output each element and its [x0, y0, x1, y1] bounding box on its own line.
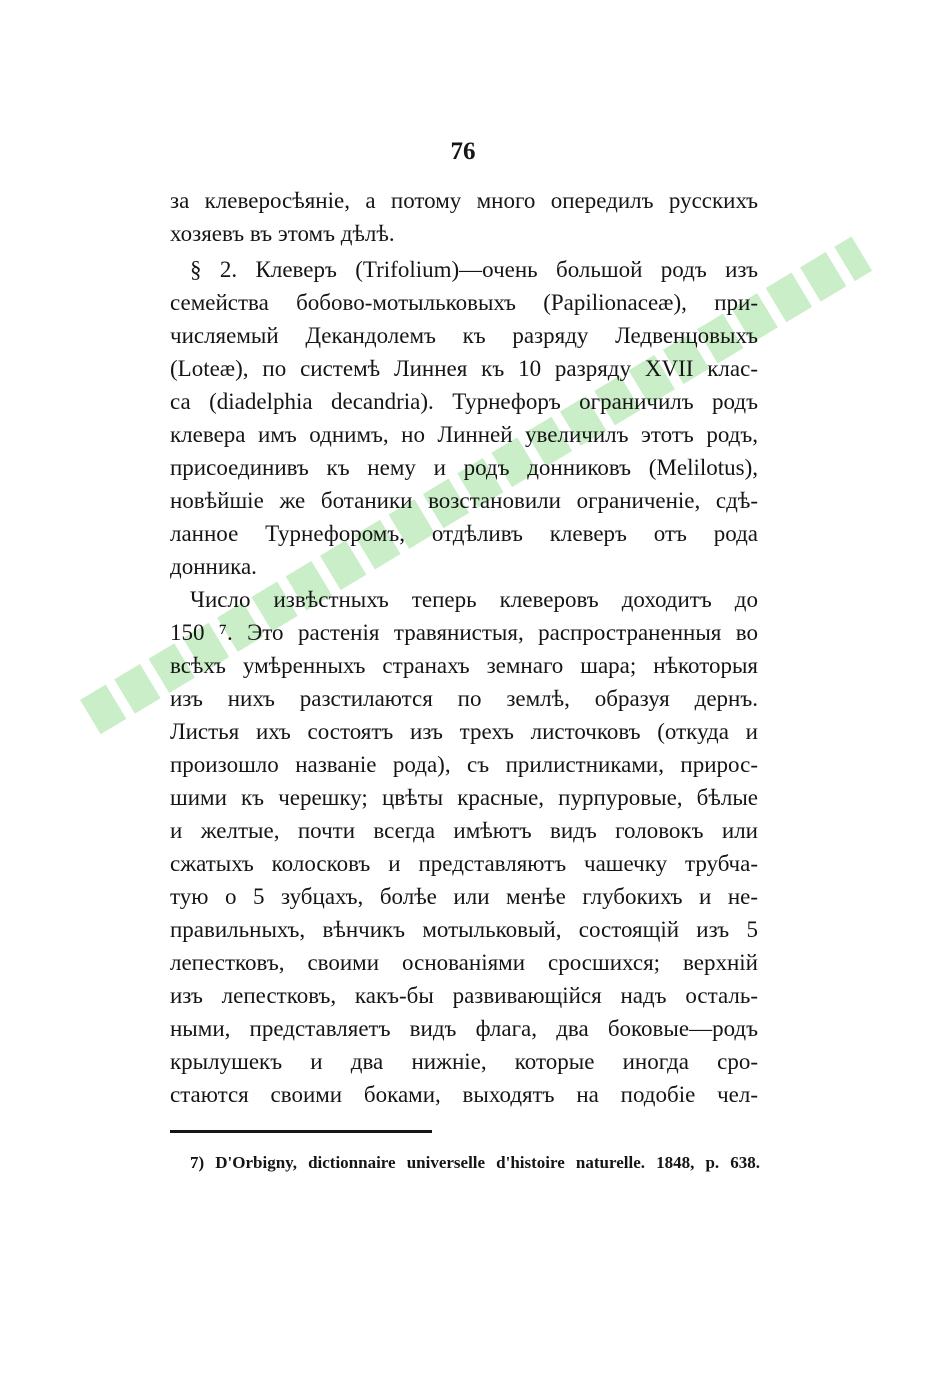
- text-line: хозяевъ въ этомъ дѣлѣ.: [170, 221, 395, 246]
- text-line: крылушекъ и два нижніе, которые иногда сро-: [170, 1049, 758, 1074]
- text-line: шими къ черешку; цвѣты красные, пурпуровые, бѣлые: [170, 785, 758, 810]
- text-line: изъ нихъ разстилаются по землѣ, образуя дернъ.: [170, 686, 758, 711]
- text-line: са (diadelphia decandria). Турнефоръ ограничилъ родъ: [170, 389, 758, 414]
- text-line: (Loteæ), по системѣ Линнея къ 10 разряду XVII клас-: [170, 356, 758, 381]
- text-line: правильныхъ, вѣнчикъ мотыльковый, состоящій изъ 5: [170, 917, 758, 942]
- text-line: за клеверосѣяніе, а потому много опередилъ русскихъ: [170, 188, 758, 213]
- text-line: семейства бобово-мотыльковыхъ (Papilionaceæ), при-: [170, 290, 758, 315]
- text-line: новѣйшіе же ботаники возстановили ограниченіе, сдѣ-: [170, 488, 758, 513]
- text-line: донника.: [170, 554, 257, 579]
- text-line: стаются своими боками, выходятъ на подобіе чел-: [170, 1082, 758, 1107]
- text-line: ланное Турнефоромъ, отдѣливъ клеверъ отъ рода: [170, 521, 758, 546]
- text-line: 150 ⁷. Это растенія травянистыя, распространенныя во: [170, 620, 758, 645]
- text-line: клевера имъ однимъ, но Линней увеличилъ этотъ родъ,: [170, 422, 758, 447]
- text-line: произошло названіе рода), съ прилистниками, прирос-: [170, 752, 758, 777]
- page-number: 76: [450, 138, 476, 165]
- text-line: числяемый Декандолемъ къ разряду Ледвенцовыхъ: [170, 323, 758, 348]
- text-line: Число извѣстныхъ теперь клеверовъ доходитъ до: [190, 587, 758, 612]
- text-line: и желтые, почти всегда имѣютъ видъ головокъ или: [170, 818, 758, 843]
- text-line: лепестковъ, своими основаніями сросшихся; верхній: [170, 950, 758, 975]
- text-line: Листья ихъ состоятъ изъ трехъ листочковъ (откуда и: [170, 719, 758, 744]
- text-line: всѣхъ умѣренныхъ странахъ земнаго шара; нѣкоторыя: [170, 653, 758, 678]
- text-line: изъ лепестковъ, какъ-бы развивающійся надъ осталь-: [170, 983, 758, 1008]
- text-line: присоединивъ къ нему и родъ донниковъ (Melilotus),: [170, 455, 758, 480]
- text-line: тую о 5 зубцахъ, болѣе или менѣе глубокихъ и не-: [170, 884, 758, 909]
- text-line: ными, представляетъ видъ флага, два боковые—родъ: [170, 1016, 758, 1041]
- text-line: § 2. Клеверъ (Trifolium)—очень большой родъ изъ: [190, 257, 758, 282]
- footnote: 7) D'Orbigny, dictionnaire universelle d'histoire naturelle. 1848, p. 638.: [190, 1153, 760, 1172]
- footnote-separator: [170, 1130, 432, 1133]
- text-line: сжатыхъ колосковъ и представляютъ чашечку трубча-: [170, 851, 758, 876]
